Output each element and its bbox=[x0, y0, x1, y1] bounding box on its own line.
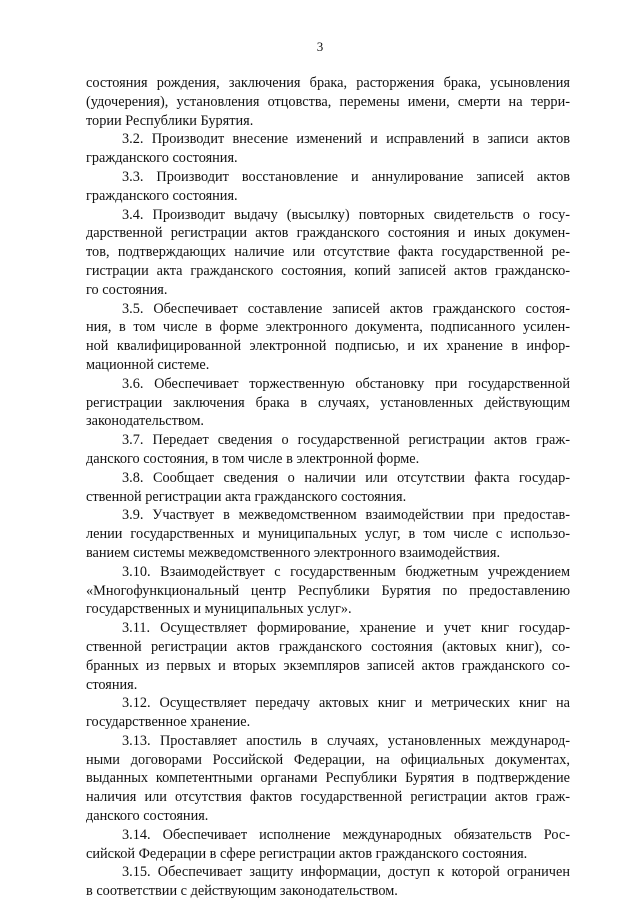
paragraph-continuation bbox=[86, 74, 570, 130]
text-line: 3.13. Проставляет апостиль в случаях, установленных международ- bbox=[122, 732, 570, 749]
paragraph-3-15 bbox=[86, 863, 570, 901]
text-line: данского состояния, в том числе в электронной форме. bbox=[86, 450, 420, 467]
text-line: (удочерения), установления отцовства, перемены имени, смерти на терри- bbox=[86, 93, 570, 110]
text-line: 3.12. Осуществляет передачу актовых книг и метрических книг на bbox=[122, 695, 570, 712]
text-line: регистрации заключения брака в случаях, установленных действующим bbox=[86, 394, 570, 411]
paragraph-3-11 bbox=[86, 619, 570, 694]
text-line: государственных и муниципальных услуг». bbox=[86, 601, 352, 618]
text-line: дарственной регистрации актов гражданского состояния и иных докумен- bbox=[86, 225, 570, 242]
text-line: 3.8. Сообщает сведения о наличии или отсутствии факта государ- bbox=[122, 469, 570, 486]
paragraph-3-4 bbox=[86, 206, 570, 300]
paragraph-3-13 bbox=[86, 732, 570, 826]
page-number: 3 bbox=[316, 39, 324, 54]
text-line: гражданского состояния. bbox=[86, 187, 238, 204]
paragraph-3-9 bbox=[86, 506, 570, 562]
paragraph-3-3 bbox=[86, 168, 570, 206]
text-line: ственной регистрации актов гражданского состояния (актовых книг), со- bbox=[86, 638, 570, 655]
text-line: государственное хранение. bbox=[86, 714, 251, 731]
paragraph-3-7 bbox=[86, 431, 570, 469]
text-line: ния, в том числе в форме электронного документа, подписанного усилен- bbox=[86, 319, 570, 336]
text-line: законодательством. bbox=[86, 413, 204, 430]
text-line: 3.6. Обеспечивает торжественную обстановку при государственной bbox=[122, 375, 570, 392]
text-line: гражданского состояния. bbox=[86, 150, 238, 167]
paragraph-3-10 bbox=[86, 563, 570, 619]
text-line: выданных компетентными органами Республики Бурятия в подтверждение bbox=[86, 770, 570, 787]
text-line: наличия или отсутствия фактов государственной регистрации актов граж- bbox=[86, 789, 570, 806]
text-line: мационной системе. bbox=[86, 356, 210, 373]
text-line: данского состояния. bbox=[86, 808, 209, 825]
text-line: ной квалифицированной электронной подписью, и их хранение в инфор- bbox=[86, 338, 570, 355]
text-line: «Многофункциональный центр Республики Бурятия по предоставлению bbox=[86, 582, 570, 599]
text-line: 3.10. Взаимодействует с государственным бюджетным учреждением bbox=[122, 563, 570, 580]
text-line: го состояния. bbox=[86, 281, 168, 298]
text-line: состояния рождения, заключения брака, расторжения брака, усыновления bbox=[86, 75, 570, 91]
text-line: 3.7. Передает сведения о государственной регистрации актов граж- bbox=[122, 432, 570, 449]
text-line: лении государственных и муниципальных услуг, в том числе с использо- bbox=[86, 526, 570, 543]
text-line: 3.15. Обеспечивает защиту информации, доступ к которой ограничен bbox=[122, 864, 570, 881]
paragraph-3-6 bbox=[86, 375, 570, 431]
text-line: 3.2. Производит внесение изменений и исправлений в записи актов bbox=[122, 131, 570, 148]
text-line: бранных из первых и вторых экземпляров записей актов гражданского со- bbox=[86, 657, 570, 674]
text-line: тов, подтверждающих наличие или отсутствие факта государственной ре- bbox=[86, 244, 570, 261]
text-line: стояния. bbox=[86, 676, 138, 693]
text-line: тории Республики Бурятия. bbox=[86, 112, 254, 129]
text-line: ственной регистрации акта гражданского состояния. bbox=[86, 488, 407, 505]
paragraph-3-14 bbox=[86, 826, 570, 864]
text-line: 3.4. Производит выдачу (высылку) повторных свидетельств о госу- bbox=[122, 206, 570, 223]
text-line: в соответствии с действующим законодательством. bbox=[86, 883, 398, 900]
paragraph-3-2 bbox=[86, 130, 570, 168]
text-line: гистрации акта гражданского состояния, копий записей актов гражданско- bbox=[86, 262, 570, 279]
text-line: 3.5. Обеспечивает составление записей актов гражданского состоя- bbox=[122, 300, 570, 317]
paragraph-3-5 bbox=[86, 300, 570, 375]
text-line: 3.3. Производит восстановление и аннулирование записей актов bbox=[122, 168, 570, 185]
text-line: сийской Федерации в сфере регистрации актов гражданского состояния. bbox=[86, 845, 528, 862]
text-line: 3.14. Обеспечивает исполнение международных обязательств Рос- bbox=[122, 826, 570, 843]
text-line: 3.9. Участвует в межведомственном взаимодействии при предостав- bbox=[122, 507, 570, 524]
paragraph-3-12 bbox=[86, 694, 570, 732]
text-line: 3.11. Осуществляет формирование, хранение и учет книг государ- bbox=[122, 620, 570, 637]
paragraph-3-8 bbox=[86, 469, 570, 507]
document-body bbox=[86, 74, 570, 901]
text-line: ванием системы межведомственного электронного взаимодействия. bbox=[86, 544, 501, 561]
text-line: ными договорами Российской Федерации, на официальных документах, bbox=[86, 751, 570, 768]
